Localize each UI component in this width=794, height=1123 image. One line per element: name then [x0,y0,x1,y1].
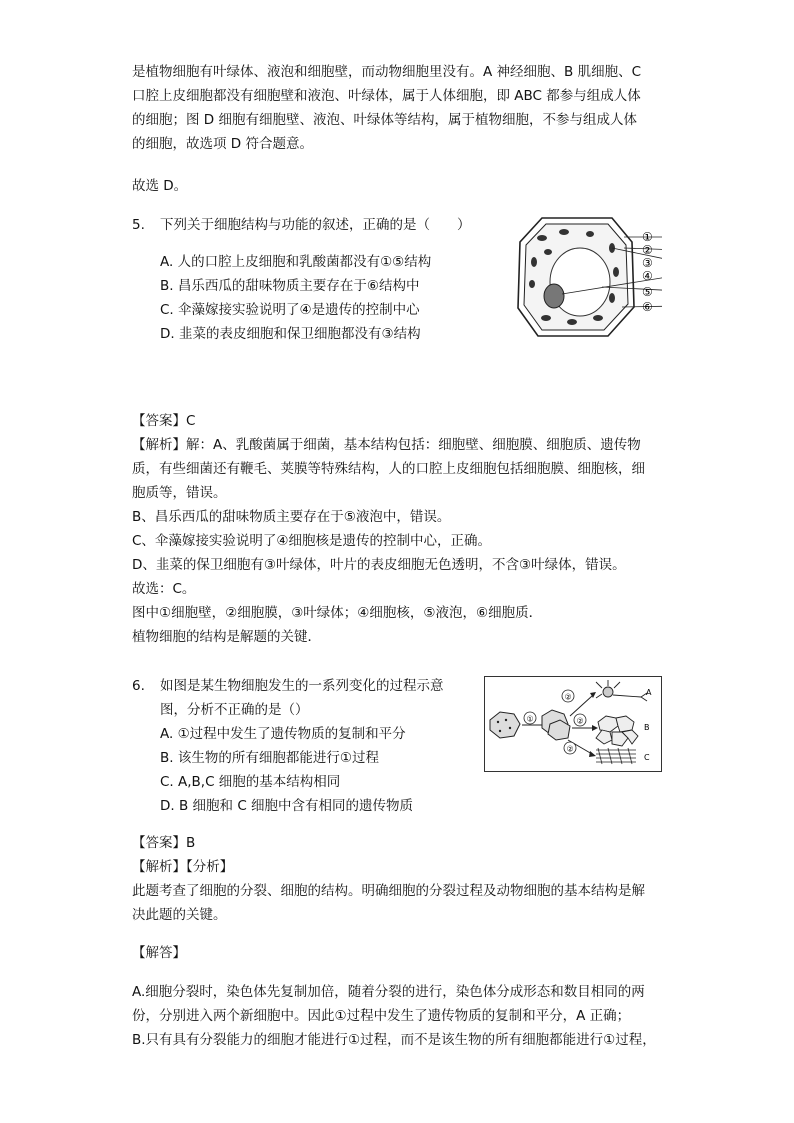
label-5: ⑤ [642,285,653,299]
analysis-line: 图中①细胞壁，②细胞膜，③叶绿体；④细胞核，⑤液泡，⑥细胞质． [132,605,543,621]
analysis-line: 故选：C。 [132,581,196,597]
chloroplast [537,235,547,241]
nucleus [544,284,564,308]
question-stem-line: 图，分析不正确的是（） [160,702,309,718]
analysis-line: 质，有些细菌还有鞭毛、荚膜等特殊结构，人的口腔上皮细胞包括细胞膜、细胞核，细 [132,461,645,477]
solution-line: A.细胞分裂时，染色体先复制加倍，随着分裂的进行，染色体分成形态和数目相同的两 [132,984,645,1000]
cell-c-label: C [644,753,650,762]
option-a: A. 人的口腔上皮细胞和乳酸菌都没有①⑤结构 [160,254,432,270]
option-d: D. B 细胞和 C 细胞中含有相同的遗传物质 [160,798,414,814]
answer-line: 【答案】B [132,835,196,851]
cell-b-label: B [644,723,650,732]
option-c: C. 伞藻嫁接实验说明了④是遗传的控制中心 [160,302,420,318]
question-number: 6. [132,678,145,694]
option-b: B. 该生物的所有细胞都能进行①过程 [160,750,379,766]
option-c: C. A,B,C 细胞的基本结构相同 [160,774,341,790]
text-line: 的细胞；图 D 细胞有细胞壁、液泡、叶绿体等结构，属于植物细胞，不参与组成人体 [132,112,637,128]
chloroplast [586,231,594,237]
solution-line: B.只有具有分裂能力的细胞才能进行①过程，而不是该生物的所有细胞都能进行①过程， [132,1032,656,1048]
question-stem-line: 如图是某生物细胞发生的一系列变化的过程示意 [160,678,444,694]
analysis-line: 【解析】解：A、乳酸菌属于细菌，基本结构包括：细胞壁、细胞膜、细胞质、遗传物 [132,437,641,453]
option-a: A. ①过程中发生了遗传物质的复制和平分 [160,726,406,742]
step-2a-label: ② [564,692,572,702]
analysis-line: 植物细胞的结构是解题的关键． [132,629,321,645]
plant-cell-labels [640,224,666,320]
text-line: 是植物细胞有叶绿体、液泡和细胞壁，而动物细胞里没有。A 神经细胞、B 肌细胞、C [132,64,642,80]
option-d: D. 韭菜的表皮细胞和保卫细胞都没有③结构 [160,326,421,342]
analysis-head: 【解析】【分析】 [132,859,234,875]
cell-a-label: A [646,688,652,697]
choice-line: 故选 D。 [132,178,188,194]
analysis-line: B、昌乐西瓜的甜味物质主要存在于⑤液泡中，错误。 [132,509,451,525]
step-2c-label: ② [566,744,574,754]
analysis-line: 此题考查了细胞的分裂、细胞的结构。明确细胞的分裂过程及动物细胞的基本结构是解 [132,883,645,899]
analysis-line: 决此题的关键。 [132,907,227,923]
analysis-line: 胞质等，错误。 [132,485,227,501]
answer-line: 【答案】C [132,413,196,429]
cell-division-figure [484,676,662,772]
analysis-line: C、伞藻嫁接实验说明了④细胞核是遗传的控制中心，正确。 [132,533,492,549]
label-1: ① [642,230,653,244]
chloroplast [531,257,537,267]
chloroplast [529,280,535,288]
chloroplast [609,293,615,303]
solution-line: 份，分别进入两个新细胞中。因此①过程中发生了遗传物质的复制和平分，A 正确； [132,1008,631,1024]
chloroplast [593,315,603,321]
text-line: 的细胞，故选项 D 符合题意。 [132,136,313,152]
text-line: 口腔上皮细胞都没有细胞壁和液泡、叶绿体，属于人体细胞，即 ABC 都参与组成人体 [132,88,641,104]
chloroplast [544,249,552,255]
chloroplast [559,229,569,235]
solution-head: 【解答】 [132,945,186,961]
original-cell [490,712,520,738]
question-number: 5. [132,217,145,233]
label-3: ③ [642,256,653,270]
step-2b-label: ② [576,716,584,726]
label-6: ⑥ [642,300,653,314]
step-1-label: ① [526,714,534,724]
label-2: ② [642,243,653,257]
chloroplast [541,315,551,321]
analysis-line: D、韭菜的保卫细胞有③叶绿体，叶片的表皮细胞无色透明，不含③叶绿体，错误。 [132,557,626,573]
chloroplast [567,319,577,325]
label-4: ④ [642,269,653,283]
chloroplast [613,267,619,277]
question-stem: 下列关于细胞结构与功能的叙述，正确的是（ ） [160,217,471,233]
option-b: B. 昌乐西瓜的甜味物质主要存在于⑥结构中 [160,278,420,294]
